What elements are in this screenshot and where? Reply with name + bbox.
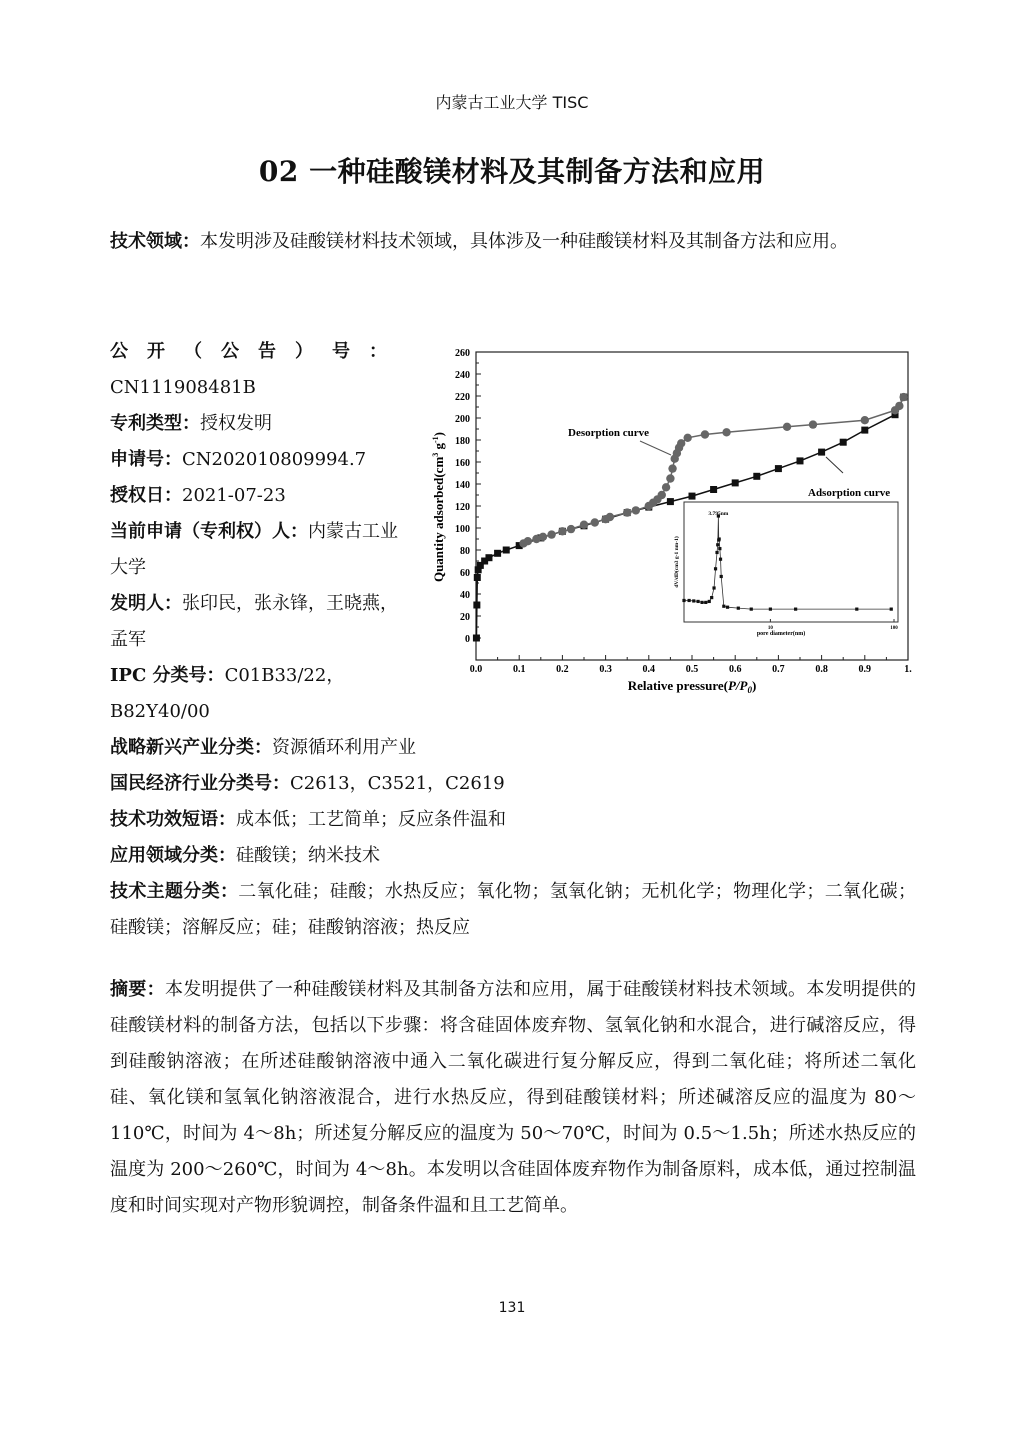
y-tick-label: 260 xyxy=(455,348,470,359)
inset-point xyxy=(682,599,685,602)
inset-peak-label: 3.795nm xyxy=(708,511,729,517)
x-tick-label: 0.9 xyxy=(858,664,872,675)
x-axis-label: Relative $pressure(P/P_0)$ xyxy=(627,678,757,695)
x-tick-label: 0.8 xyxy=(815,664,828,675)
y-tick-label: 80 xyxy=(460,546,470,557)
inset-point xyxy=(722,605,725,608)
effect-value: 成本低；工艺简单；反应条件温和 xyxy=(236,809,506,830)
adsorption-point xyxy=(494,550,501,557)
pub-no-value: CN111908481B xyxy=(110,377,256,398)
patent-type-field xyxy=(110,406,410,442)
inventors-label: 发明人： xyxy=(110,593,182,614)
desorption-point xyxy=(601,515,609,523)
inset-point xyxy=(769,608,772,611)
ipc-value: C01B33/22，B82Y40/00 xyxy=(110,665,345,722)
strategic-field xyxy=(110,730,916,766)
inset-x-tick-label: 100 xyxy=(890,626,898,631)
inset-point xyxy=(718,537,721,540)
adsorption-point xyxy=(473,602,480,609)
desorption-point xyxy=(567,525,575,533)
tech-field-text: 本发明涉及硅酸镁材料技术领域，具体涉及一种硅酸镁材料及其制备方法和应用。 xyxy=(200,231,848,252)
inset-x-label: pore diameter(nm) xyxy=(756,631,806,637)
x-tick-label: 0.7 xyxy=(772,664,785,675)
abstract-label: 摘要： xyxy=(110,979,165,1000)
desorption-point xyxy=(809,420,817,428)
strategic-label: 战略新兴产业分类： xyxy=(110,737,272,758)
application-field xyxy=(110,838,916,874)
desorption-point xyxy=(683,434,691,442)
y-axis-label: Quantity $adsorbed(cm^3$ $g^{-1}$) xyxy=(431,431,446,583)
adsorption-arrow xyxy=(826,457,843,473)
inset-point xyxy=(710,596,713,599)
inset-point xyxy=(726,606,729,609)
inset-point xyxy=(855,608,858,611)
inset-point xyxy=(718,547,721,550)
inventors-value: 张印民，张永锋，王晓燕，孟军 xyxy=(110,593,398,650)
tech-field-label: 技术领域： xyxy=(110,231,200,252)
pub-no-field xyxy=(110,334,410,406)
adsorption-point xyxy=(485,554,492,561)
desorption-point xyxy=(701,430,709,438)
adsorption-point xyxy=(818,449,825,456)
desorption-point xyxy=(532,535,540,543)
industry-field xyxy=(110,766,916,802)
adsorption-point xyxy=(840,439,847,446)
desorption-point xyxy=(623,508,631,516)
y-tick-label: 220 xyxy=(455,392,470,403)
inset-chart xyxy=(673,502,898,637)
adsorption-point xyxy=(732,479,739,486)
industry-label: 国民经济行业分类号： xyxy=(110,773,290,794)
adsorption-point xyxy=(861,427,868,434)
desorption-point xyxy=(580,521,588,529)
app-no-field xyxy=(110,442,410,478)
inset-point xyxy=(712,586,715,589)
inset-point xyxy=(708,600,711,603)
topic-value: 二氧化硅；硅酸；水热反应；氧化物；氢氧化钠；无机化学；物理化学；二氧化碳；硅酸镁；溶解反应；硅；硅酸钠溶液；热反应 xyxy=(110,881,916,938)
x-tick-label: 1. xyxy=(904,664,912,675)
desorption-point xyxy=(671,455,679,463)
y-tick-label: 100 xyxy=(455,524,470,535)
industry-value: C2613，C3521，C2619 xyxy=(290,773,505,794)
inset-point xyxy=(794,608,797,611)
y-tick-label: 240 xyxy=(455,370,470,381)
applicant-field xyxy=(110,514,410,586)
inset-y-label: dV/dD(cm3 g-1 nm-1) xyxy=(674,536,680,588)
desorption-point xyxy=(783,423,791,431)
isotherm-chart xyxy=(420,340,920,700)
desorption-point xyxy=(558,527,566,535)
adsorption-point xyxy=(474,574,481,581)
adsorption-point xyxy=(797,457,804,464)
desorption-point xyxy=(662,483,670,491)
inset-point xyxy=(737,607,740,610)
inset-point xyxy=(700,601,703,604)
app-no-label: 申请号： xyxy=(110,449,182,470)
adsorption-point xyxy=(473,635,480,642)
desorption-point xyxy=(899,393,907,401)
inset-point xyxy=(688,599,691,602)
abstract-text: 本发明提供了一种硅酸镁材料及其制备方法和应用，属于硅酸镁材料技术领域。本发明提供的硅酸镁材料的制备方法，包括以下步骤：将含硅固体废弃物、氢氧化钠和水混合，进行碱溶反应，得到硅酸钠溶液；在所述硅酸钠溶液中通入二氧化碳进行复分解反应，得到二氧化硅；将所述二氧化硅、氧化镁和氢氧化钠溶液混合，进行水热反应，得到硅酸镁材料；所述碱溶反应的温度为 80～110℃，时间为 4～8h；所述复分解反应的温度为 50～70℃，时间为 0.5～1.5h；所述水热反应的温度为 200～260℃，时间为 4～8h。本发明以含硅固体废弃物作为制备原料，成本低，通过控制温度和时间实现对产物形貌调控，制备条件温和且工艺简单。 xyxy=(110,979,917,1216)
adsorption-point xyxy=(503,547,510,554)
page-header: 内蒙古工业大学 TISC xyxy=(435,93,589,112)
x-tick-label: 0.5 xyxy=(685,664,699,675)
x-tick-label: 0.4 xyxy=(642,664,656,675)
inset-point xyxy=(715,551,718,554)
effect-label: 技术功效短语： xyxy=(110,809,236,830)
ipc-label: IPC 分类号： xyxy=(110,665,225,686)
application-value: 硅酸镁；纳米技术 xyxy=(236,845,380,866)
application-label: 应用领域分类： xyxy=(110,845,236,866)
abstract xyxy=(110,972,916,1224)
topic-label: 技术主题分类： xyxy=(110,881,239,902)
patent-type-value: 授权发明 xyxy=(200,413,272,434)
desorption-arrow xyxy=(640,441,671,455)
page-title: 02 一种硅酸镁材料及其制备方法和应用 xyxy=(258,155,766,188)
inset-point xyxy=(704,601,707,604)
desorption-point xyxy=(666,474,674,482)
x-tick-label: 0.1 xyxy=(512,664,526,675)
inset-point xyxy=(719,558,722,561)
y-tick-label: 180 xyxy=(455,436,470,447)
x-axis-label-text: Relative pressure( xyxy=(627,678,728,693)
desorption-point xyxy=(632,506,640,514)
inventors-field xyxy=(110,586,410,658)
y-tick-label: 120 xyxy=(455,502,470,513)
x-tick-label: 0.6 xyxy=(728,664,742,675)
inset-point xyxy=(696,600,699,603)
ipc-field xyxy=(110,658,410,730)
topic-field xyxy=(110,874,916,946)
grant-date-field xyxy=(110,478,410,514)
inset-point xyxy=(890,608,893,611)
inset-x-tick-label: 10 xyxy=(767,626,773,631)
inset-point xyxy=(750,608,753,611)
annotation-desorption: Desorption curve xyxy=(568,427,649,439)
desorption-point xyxy=(519,539,527,547)
annotation-adsorption: Adsorption curve xyxy=(808,487,891,499)
desorption-point xyxy=(861,416,869,424)
grant-date-value: 2021-07-23 xyxy=(182,485,286,506)
applicant-value: 内蒙古工业大学 xyxy=(110,521,398,578)
y-tick-label: 140 xyxy=(455,480,470,491)
strategic-value: 资源循环利用产业 xyxy=(272,737,416,758)
y-tick-label: 160 xyxy=(455,458,470,469)
inset-point xyxy=(720,575,723,578)
inset-point xyxy=(716,543,719,546)
inset-point xyxy=(714,567,717,570)
page-number: 131 xyxy=(498,1300,526,1316)
y-tick-label: 0 xyxy=(465,634,470,645)
y-tick-label: 60 xyxy=(460,568,470,579)
desorption-point xyxy=(668,464,676,472)
adsorption-point xyxy=(710,486,717,493)
adsorption-point xyxy=(753,473,760,480)
applicant-label: 当前申请（专利权）人： xyxy=(110,521,308,542)
y-tick-label: 200 xyxy=(455,414,470,425)
tech-field xyxy=(110,224,916,260)
pub-no-label: 公开（公告）号： xyxy=(110,341,406,362)
effect-field xyxy=(110,802,916,838)
patent-type-label: 专利类型： xyxy=(110,413,200,434)
desorption-point xyxy=(591,518,599,526)
y-tick-label: 20 xyxy=(460,612,470,623)
app-no-value: CN202010809994.7 xyxy=(182,449,367,470)
adsorption-point xyxy=(775,465,782,472)
y-tick-label: 40 xyxy=(460,590,470,601)
x-tick-label: 0.3 xyxy=(599,664,612,675)
desorption-point xyxy=(645,502,653,510)
desorption-point xyxy=(722,428,730,436)
x-tick-label: 0.2 xyxy=(556,664,569,675)
inset-point xyxy=(692,599,695,602)
adsorption-point xyxy=(689,493,696,500)
adsorption-point xyxy=(667,498,674,505)
desorption-point xyxy=(547,530,555,538)
grant-date-label: 授权日： xyxy=(110,485,182,506)
x-tick-label: 0.0 xyxy=(469,664,483,675)
desorption-point xyxy=(891,406,899,414)
